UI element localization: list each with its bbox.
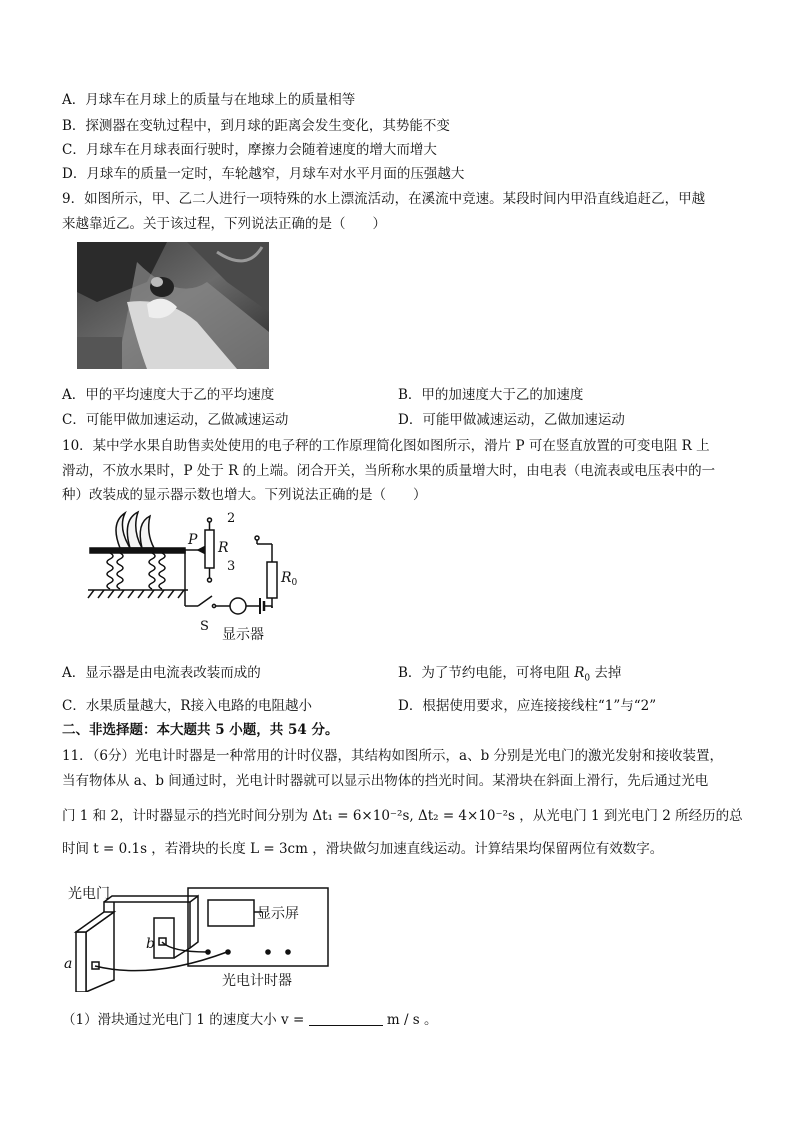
label-terminal-3: 3 (227, 559, 236, 574)
q9-stem-line2: 来越靠近乙。关于该过程，下列说法正确的是（ ） (62, 216, 386, 232)
q9-stem-line1: 9．如图所示，甲、乙二人进行一项特殊的水上漂流活动，在溪流中竞速。某段时间内甲沿直线追赶乙，甲越 (62, 191, 706, 207)
svg-text:R0 (280, 570, 298, 588)
q10-option-d: D．根据使用要求，应连接接线柱“1”与“2” (398, 698, 657, 714)
label-p: P (188, 532, 198, 548)
q9-option-d: D．可能甲做减速运动，乙做加速运动 (398, 412, 625, 428)
q10-stem-line1: 10．某中学水果自助售卖处使用的电子秤的工作原理简化图如图所示，滑片 P 可在竖直放置的可变电阻 R 上 (62, 438, 710, 454)
q8-option-a: A．月球车在月球上的质量与在地球上的质量相等 (62, 92, 356, 108)
label-switch-s: S (200, 619, 209, 634)
q9-option-b: B．甲的加速度大于乙的加速度 (398, 387, 584, 403)
section-2-heading: 二、非选择题：本大题共 5 小题，共 54 分。 (62, 722, 339, 738)
label-display-screen: 显示屏 (257, 906, 299, 922)
label-r: R (218, 540, 229, 556)
q10-circuit-diagram (80, 508, 310, 650)
label-r0-subscript: 0 (291, 578, 298, 588)
q9-rafting-photo (77, 242, 269, 369)
label-photogate-timer: 光电计时器 (222, 973, 292, 989)
label-display: 显示器 (222, 627, 264, 643)
q10-option-a: A．显示器是由电流表改装而成的 (62, 665, 261, 681)
q11-subquestion-1: （1）滑块通过光电门 1 的速度大小 v = m / s 。 (62, 1012, 438, 1028)
label-photogate: 光电门 (68, 886, 110, 902)
label-r0: R (281, 570, 292, 586)
q9-option-c: C．可能甲做加速运动，乙做减速运动 (62, 412, 289, 428)
label-a: a (64, 956, 73, 972)
q11-stem-line3: 门 1 和 2，计时器显示的挡光时间分别为 Δt₁ = 6×10⁻²s, Δt₂ = 4×10⁻²s ，从光电门 1 到光电门 2 所经历的总 (62, 808, 743, 824)
q8-option-d: D．月球车的质量一定时，车轮越窄，月球车对水平月面的压强越大 (62, 166, 465, 182)
q10-stem-line2: 滑动，不放水果时，P 处于 R 的上端。闭合开关，当所称水果的质量增大时，由电表（电流表或电压表中的一 (62, 463, 716, 479)
q11-photogate-diagram (62, 880, 332, 992)
q11-stem-line2: 当有物体从 a、b 间通过时，光电计时器就可以显示出物体的挡光时间。某滑块在斜面上滑行，先后通过光电 (62, 773, 709, 789)
answer-blank[interactable] (309, 1011, 383, 1026)
q10-option-c: C．水果质量越大，R接入电路的电阻越小 (62, 698, 312, 714)
q8-option-c: C．月球车在月球表面行驶时，摩擦力会随着速度的增大而增大 (62, 142, 437, 158)
q11-stem-line1: 11．（6分）光电计时器是一种常用的计时仪器，其结构如图所示，a、b 分别是光电门的激光发射和接收装置， (62, 748, 723, 764)
q9-option-a: A．甲的平均速度大于乙的平均速度 (62, 387, 275, 403)
label-terminal-2: 2 (227, 511, 236, 526)
q10-option-b: B．为了节约电能，可将电阻 $R_0$ 去掉 (398, 665, 622, 684)
q10-stem-line3: 种）改装成的显示器示数也增大。下列说法正确的是（ ） (62, 487, 427, 503)
q11-stem-line4: 时间 t = 0.1s ，若滑块的长度 L = 3cm ，滑块做匀加速直线运动。计算结果均保留两位有效数字。 (62, 841, 664, 857)
label-b: b (146, 936, 155, 952)
q8-option-b: B．探测器在变轨过程中，到月球的距离会发生变化，其势能不变 (62, 118, 450, 134)
